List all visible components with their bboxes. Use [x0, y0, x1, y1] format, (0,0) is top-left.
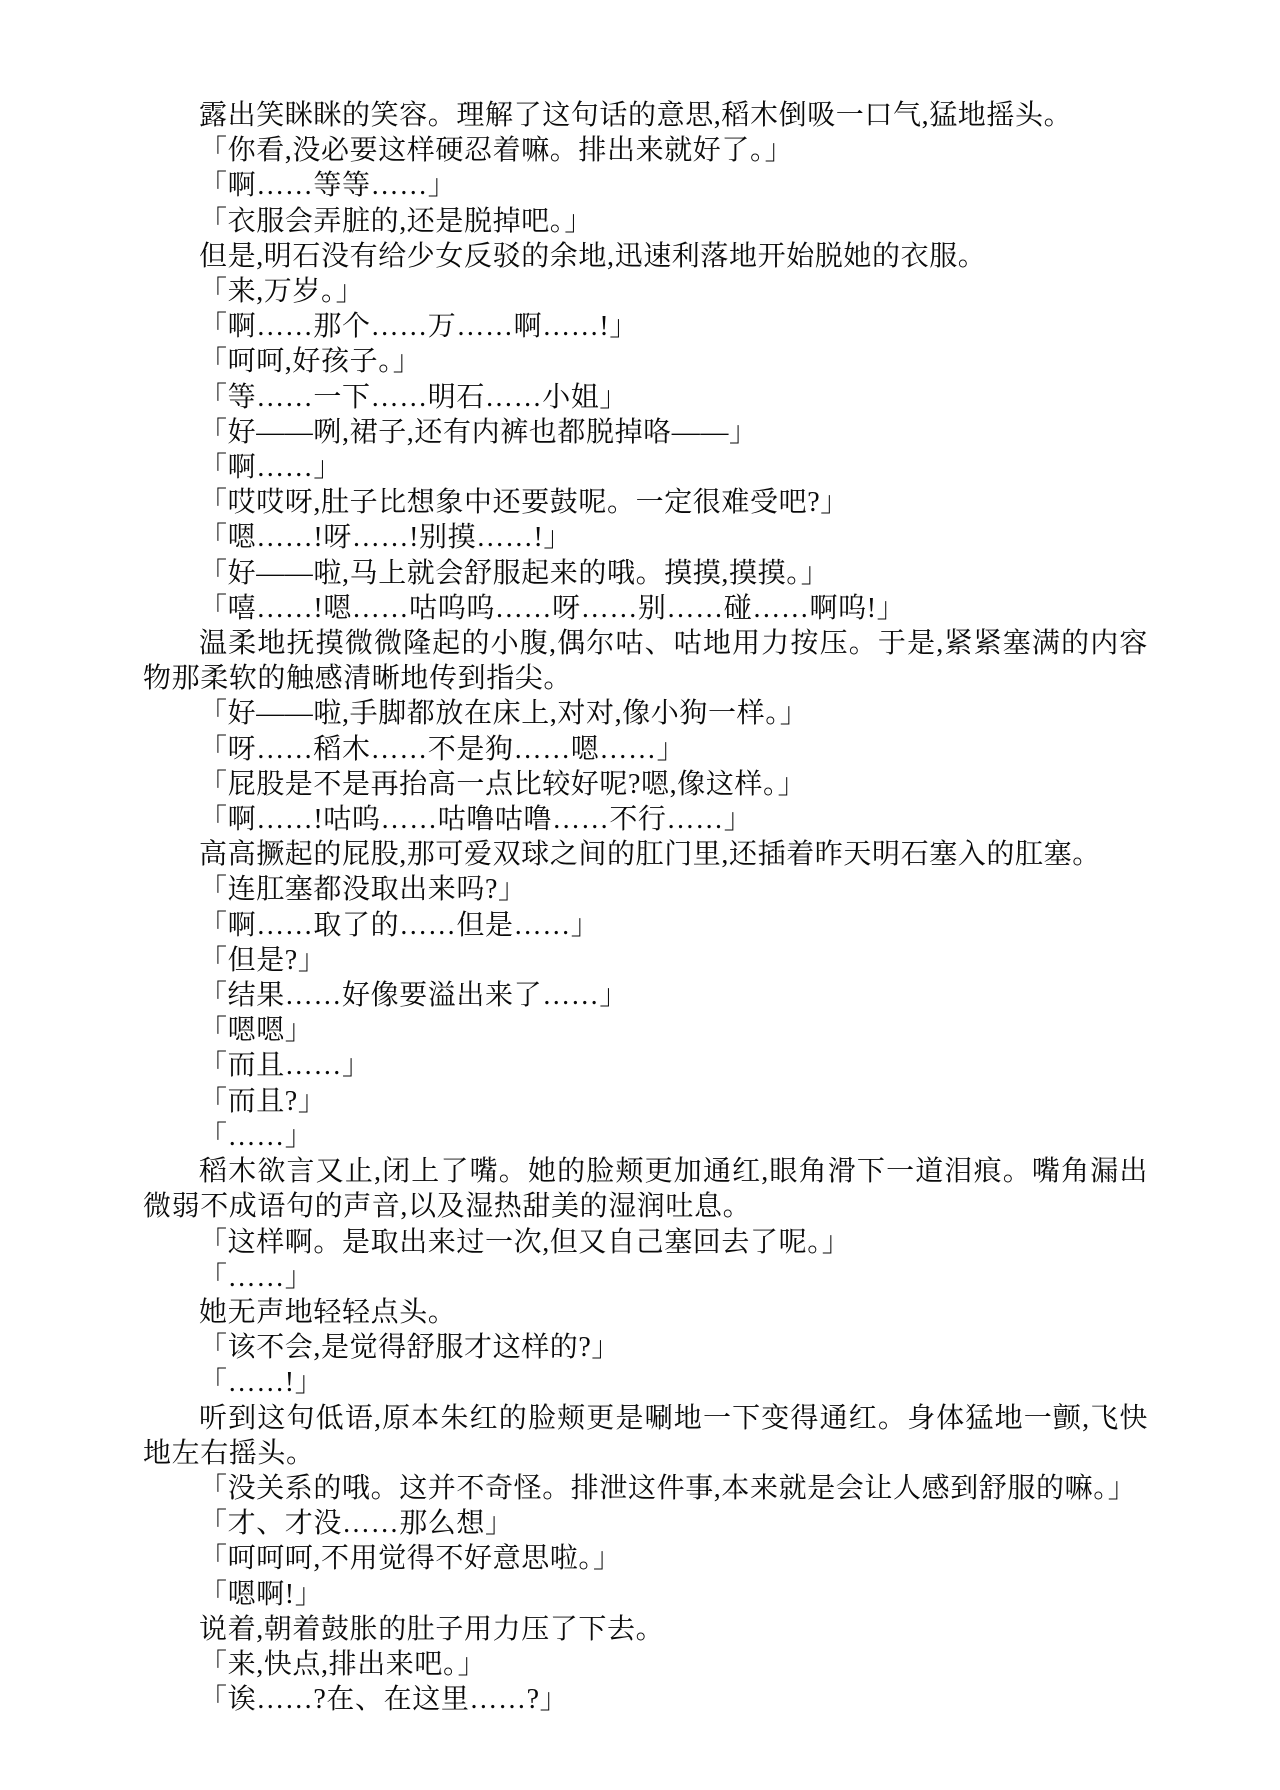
paragraph: 露出笑眯眯的笑容。理解了这句话的意思,稻木倒吸一口气,猛地摇头。 [199, 100, 1073, 131]
paragraph: 「好——咧,裙子,还有内裤也都脱掉咯——」 [199, 416, 758, 448]
paragraph: 「哎哎呀,肚子比想象中还要鼓呢。一定很难受吧?」 [199, 487, 849, 519]
paragraph: 「啊……等等……」 [199, 170, 457, 202]
paragraph: 「呵呵,好孩子。」 [199, 346, 422, 378]
paragraph: 「但是?」 [199, 944, 327, 976]
paragraph: 温柔地抚摸微微隆起的小腹,偶尔咕、咕地用力按压。于是,紧紧塞满的内容物那柔软的触感清晰地传到指尖。 [143, 628, 1148, 695]
paragraph: 「该不会,是觉得舒服才这样的?」 [199, 1332, 621, 1364]
paragraph: 「连肛塞都没取出来吗?」 [199, 874, 527, 906]
paragraph: 「诶……?在、在这里……?」 [199, 1684, 569, 1716]
paragraph: 「……」 [199, 1120, 314, 1152]
paragraph: 「来,万岁。」 [199, 276, 365, 308]
paragraph: 「才、才没……那么想」 [199, 1508, 514, 1540]
paragraph: 「啊……!咕呜……咕噜咕噜……不行……」 [199, 804, 753, 836]
paragraph: 说着,朝着鼓胀的肚子用力压了下去。 [199, 1613, 665, 1645]
paragraph: 「而且?」 [199, 1085, 327, 1117]
paragraph: 高高撅起的屁股,那可爱双球之间的肛门里,还插着昨天明石塞入的肛塞。 [199, 839, 1101, 871]
paragraph: 「结果……好像要溢出来了……」 [199, 980, 629, 1012]
paragraph: 「……」 [199, 1261, 314, 1293]
paragraph: 她无声地轻轻点头。 [199, 1296, 457, 1328]
paragraph: 「这样啊。是取出来过一次,但又自己塞回去了呢。」 [199, 1226, 851, 1258]
paragraph: 「嗯啊!」 [199, 1578, 324, 1610]
paragraph: 「嗯嗯」 [199, 1015, 314, 1047]
paragraph: 「屁股是不是再抬高一点比较好呢?嗯,像这样。」 [199, 768, 807, 800]
paragraph: 「嗯……!呀……!别摸……!」 [199, 522, 572, 554]
paragraph: 「你看,没必要这样硬忍着嘛。排出来就好了。」 [199, 135, 794, 167]
paragraph: 「呵呵呵,不用觉得不好意思啦。」 [199, 1543, 622, 1575]
paragraph: 「……!」 [199, 1367, 324, 1399]
paragraph: 听到这句低语,原本朱红的脸颊更是唰地一下变得通红。身体猛地一颤,飞快地左右摇头。 [143, 1402, 1148, 1469]
paragraph: 「啊……」 [199, 452, 343, 484]
paragraph: 「啊……那个……万……啊……!」 [199, 311, 638, 343]
paragraph: 「啊……取了的……但是……」 [199, 909, 600, 941]
paragraph: 「好——啦,手脚都放在床上,对对,像小狗一样。」 [199, 698, 809, 730]
paragraph: 「嘻……!嗯……咕呜呜……呀……别……碰……啊呜!」 [199, 592, 906, 624]
paragraph: 「等……一下……明石……小姐」 [199, 381, 629, 413]
page-body [143, 98, 1148, 1717]
paragraph: 稻木欲言又止,闭上了嘴。她的脸颊更加通红,眼角滑下一道泪痕。嘴角漏出微弱不成语句的声音,以及湿热甜美的湿润吐息。 [143, 1156, 1148, 1223]
paragraph: 「好——啦,马上就会舒服起来的哦。摸摸,摸摸。」 [199, 557, 830, 589]
paragraph: 「呀……稻木……不是狗……嗯……」 [199, 733, 686, 765]
paragraph: 「没关系的哦。这并不奇怪。排泄这件事,本来就是会让人感到舒服的嘛。」 [199, 1472, 1137, 1504]
paragraph: 但是,明石没有给少女反驳的余地,迅速利落地开始脱她的衣服。 [199, 240, 987, 272]
paragraph: 「而且……」 [199, 1050, 371, 1082]
paragraph: 「衣服会弄脏的,还是脱掉吧。」 [199, 205, 594, 237]
paragraph: 「来,快点,排出来吧。」 [199, 1648, 487, 1680]
